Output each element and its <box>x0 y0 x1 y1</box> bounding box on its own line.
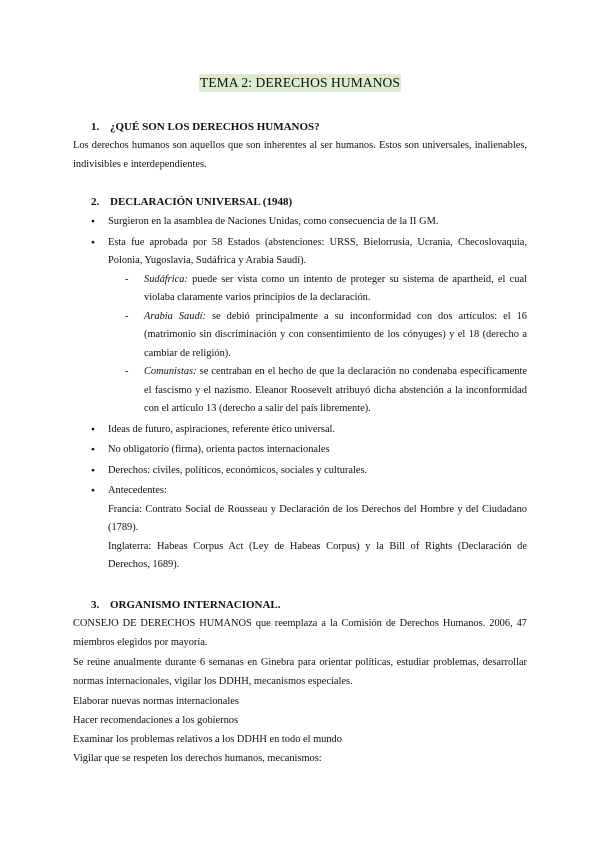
bullet-item: ● Surgieron en la asamblea de Naciones Unidas, como consecuencia de la II GM. <box>91 213 527 232</box>
sub-item-arabia-saudi <box>125 308 527 364</box>
section-3-paragraph-2: Se reúne anualmente durante 6 semanas en Ginebra para orientar políticas, estudiar problemas, desarrollar normas internacionales, vigilar los DDHH, mecanismos especiales. <box>73 657 527 687</box>
bullet-item: ● Derechos: civiles, políticos, económicos, sociales y culturales. <box>91 462 527 481</box>
section-3-number: 3. <box>91 599 100 611</box>
section-3-title: ORGANISMO INTERNACIONAL. <box>110 599 281 611</box>
bullet-item <box>91 482 527 575</box>
antecedente-inglaterra: Inglaterra: Habeas Corpus Act (Ley de Habeas Corpus) y la Bill of Rights (Declaración de Derechos, 1689). <box>108 540 527 570</box>
section-3-paragraph-1: CONSEJO DE DERECHOS HUMANOS que reemplaza a la Comisión de Derechos Humanos. 2006, 47 miembros elegidos por mayoría. <box>73 618 527 648</box>
section-1-title: ¿QUÉ SON LOS DERECHOS HUMANOS? <box>110 121 320 133</box>
sub-item-sudafrica <box>125 271 527 308</box>
sub-item-comunistas <box>125 363 527 419</box>
section-1-paragraph: Los derechos humanos son aquellos que son inherentes al ser humanos. Estos son universales, inalienables, indivisibles e interdependientes. <box>73 140 527 170</box>
text-line: Elaborar nuevas normas internacionales <box>73 696 239 707</box>
sub-item-text: puede ser vista como un intento de proteger su sistema de apartheid, el cual violaba claramente varios principios de la declaración. <box>144 273 527 303</box>
sub-item-text: se centraban en el hecho de que la declaración no condenaba específicamente el fascismo y el nazismo. Eleanor Roosevelt atribuyó dicha abstención a la inconformidad con el artículo 13 (derecho a salir del país libremente). <box>144 366 527 414</box>
section-3-heading <box>91 599 281 611</box>
bullet-text: Esta fue aprobada por 58 Estados (abstenciones: URSS, Bielorrusia, Ucrania, Checoslovaquia, Polonia, Yugoslavia, Sudáfrica y Arabia Saudí). <box>108 236 527 266</box>
section-2-heading <box>91 196 292 208</box>
text-line: Hacer recomendaciones a los gobiernos <box>73 715 239 726</box>
sub-item-text: se debió principalmente a su inconformidad con dos artículos: el 16 (matrimonio sin discriminación y con consentimiento de los cónyuges) y el 18 (derecho a cambiar de religión). <box>144 310 528 359</box>
antecedente-francia: Francia: Contrato Social de Rousseau y Declaración de los Derechos del Hombre y del Ciudadano (1789). <box>108 503 527 533</box>
page-title: TEMA 2: DERECHOS HUMANOS <box>199 75 401 90</box>
sub-item-term: Comunistas: <box>144 366 197 377</box>
text-line: Vigilar que se respeten los derechos humanos, mecanismos: <box>73 753 322 764</box>
section-2-title: DECLARACIÓN UNIVERSAL (1948) <box>110 196 293 208</box>
sub-item-term: Arabia Saudí: <box>144 310 206 322</box>
section-1-heading <box>91 121 320 133</box>
bullet-item <box>91 234 527 419</box>
bullet-item: ● Ideas de futuro, aspiraciones, referente ético universal. <box>91 421 527 440</box>
section-1-number: 1. <box>91 121 100 133</box>
section-2-number: 2. <box>91 196 100 208</box>
sub-item-term: Sudáfrica: <box>144 273 188 285</box>
bullet-text: Antecedentes: <box>108 485 167 496</box>
bullet-item: ● No obligatorio (firma), orienta pactos internacionales <box>91 441 527 460</box>
title-wrap <box>0 74 600 92</box>
section-2-bullet-list <box>91 213 527 575</box>
sub-list <box>108 271 527 419</box>
section-3-lines <box>73 692 527 768</box>
text-line: Examinar los problemas relativos a los DDHH en todo el mundo <box>73 734 342 745</box>
